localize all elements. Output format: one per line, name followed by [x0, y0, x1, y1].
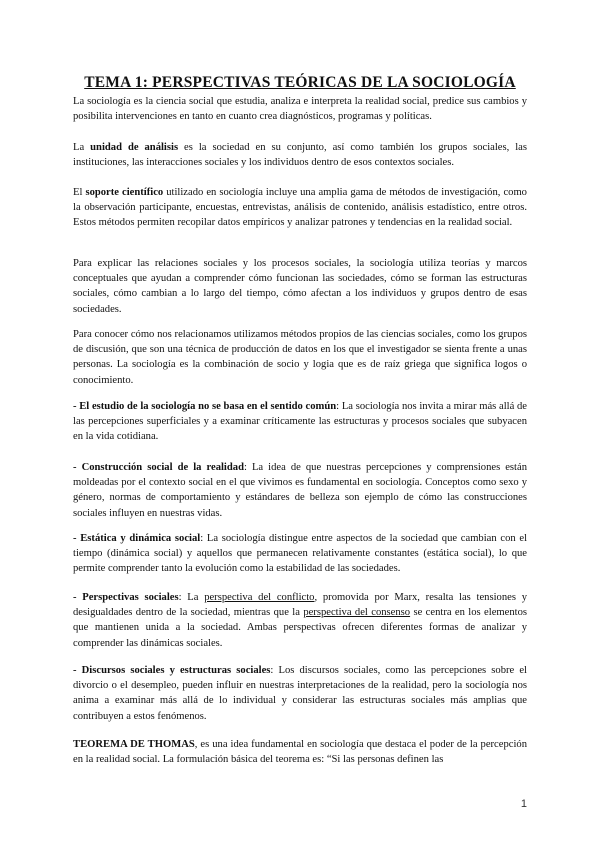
paragraph-perspectives [73, 590, 527, 651]
paragraph-discourses [73, 663, 527, 724]
paragraph-text: Para explicar las relaciones sociales y los procesos sociales, la sociología utiliza teorías y marcos conceptuales que ayudan a comprender cómo funcionan las sociedades, cómo se forman las estructuras sociales, cómo cambian a lo largo del tiempo, cómo afectan a los individuos y grupos dentro de esas sociedades. [73, 258, 527, 315]
paragraph-text-post: : La idea de que nuestras percepciones y comprensiones están moldeadas por el contexto social en el que vivimos es fundamental en sociología. Conceptos como sexo y género, normas de comportamiento y estándares de belleza son ejemplo de cómo las construcciones sociales influyen en nuestras vidas. [73, 462, 527, 519]
bold-term: - Perspectivas sociales [73, 592, 179, 603]
bold-term: TEOREMA DE THOMAS [73, 739, 195, 750]
paragraph-text-1: : La [178, 592, 205, 603]
paragraph-scientific-support [73, 185, 527, 231]
paragraph-text-post: es la sociedad en su conjunto, así como también los grupos sociales, las instituciones, las interacciones sociales y los individuos dentro de esos contextos sociales. [73, 142, 528, 169]
paragraph-text-post: utilizado en sociología incluye una amplia gama de métodos de investigación, como la observación participante, encuestas, entrevistas, análisis de contenido, análisis estadístico, entre otros. Estos métodos permiten recopilar datos empíricos y analizar patrones y tendencias en la realidad social. [73, 187, 527, 229]
bold-term: soporte científico [85, 187, 164, 198]
underlined-term-conflict: perspectiva del conflicto [204, 592, 315, 603]
paragraph-static-dynamic [73, 531, 527, 577]
paragraph-text-3: se centra en los elementos que mantienen unida a la sociedad. Ambas perspectivas ofrecen diferentes formas de analizar y comprender las dinámicas sociales. [73, 607, 528, 649]
paragraph-theories [73, 256, 527, 317]
paragraph-text-post: , es una idea fundamental en sociología que destaca el poder de la percepción en la realidad social. La formulación básica del teorema es: “Si las personas definen las [73, 739, 527, 766]
paragraph-text: La sociología es la ciencia social que estudia, analiza e interpreta la realidad social, predice sus cambios y posibilita intervenciones en tanto en cuanto crea diagnósticos, programas y políticas. [73, 96, 527, 123]
bold-term: - Construcción social de la realidad [73, 462, 244, 473]
paragraph-common-sense [73, 399, 527, 445]
paragraph-text-pre: La [73, 142, 91, 153]
bold-term: unidad de análisis [90, 142, 179, 153]
page-title: TEMA 1: PERSPECTIVAS TEÓRICAS DE LA SOCIOLOGÍA [84, 74, 516, 91]
paragraph-methods [73, 327, 527, 388]
paragraph-text: Para conocer cómo nos relacionamos utilizamos métodos propios de las ciencias sociales, como los grupos de discusión, que son una técnica de producción de datos en los que el investigador se sienta frente a unas personas. La sociología es la combinación de socio y logia que es de raíz griega que significa logos o conocimiento. [73, 329, 527, 386]
underlined-term-consensus: perspectiva del consenso [303, 607, 411, 619]
paragraph-text-post: : La sociología distingue entre aspectos de la sociedad que cambian con el tiempo (dinámica social) y aquellos que permanecen relativamente constantes (estática social), lo que permite comprender tanto la evolución como la estabilidad de las sociedades. [73, 533, 528, 575]
page-number: 1 [520, 798, 527, 810]
paragraph-text-pre: El [73, 187, 86, 198]
bold-term: - Estática y dinámica social [73, 533, 201, 544]
paragraph-social-construction [73, 460, 527, 521]
paragraph-text-post: : La sociología nos invita a mirar más allá de las percepciones superficiales y a examinar críticamente las estructuras y procesos sociales que subyacen en la vida cotidiana. [73, 401, 527, 443]
bold-term: - Discursos sociales y estructuras sociales [73, 665, 271, 676]
paragraph-definition [73, 94, 527, 124]
paragraph-text-post: : Los discursos sociales, como las percepciones sobre el divorcio o el desempleo, pueden influir en nuestras interpretaciones de la realidad, pero la sociología nos anima a examinar más allá de lo individual y considerar las estructuras sociales más amplias que contribuyen a estos fenómenos. [73, 665, 527, 722]
paragraph-thomas-theorem [73, 737, 527, 767]
bold-term: - El estudio de la sociología no se basa en el sentido común [73, 401, 337, 412]
paragraph-text-2: , promovida por Marx, resalta las tensiones y desigualdades dentro de la sociedad, mientras que la [73, 592, 527, 619]
paragraph-unit-of-analysis [73, 140, 527, 170]
